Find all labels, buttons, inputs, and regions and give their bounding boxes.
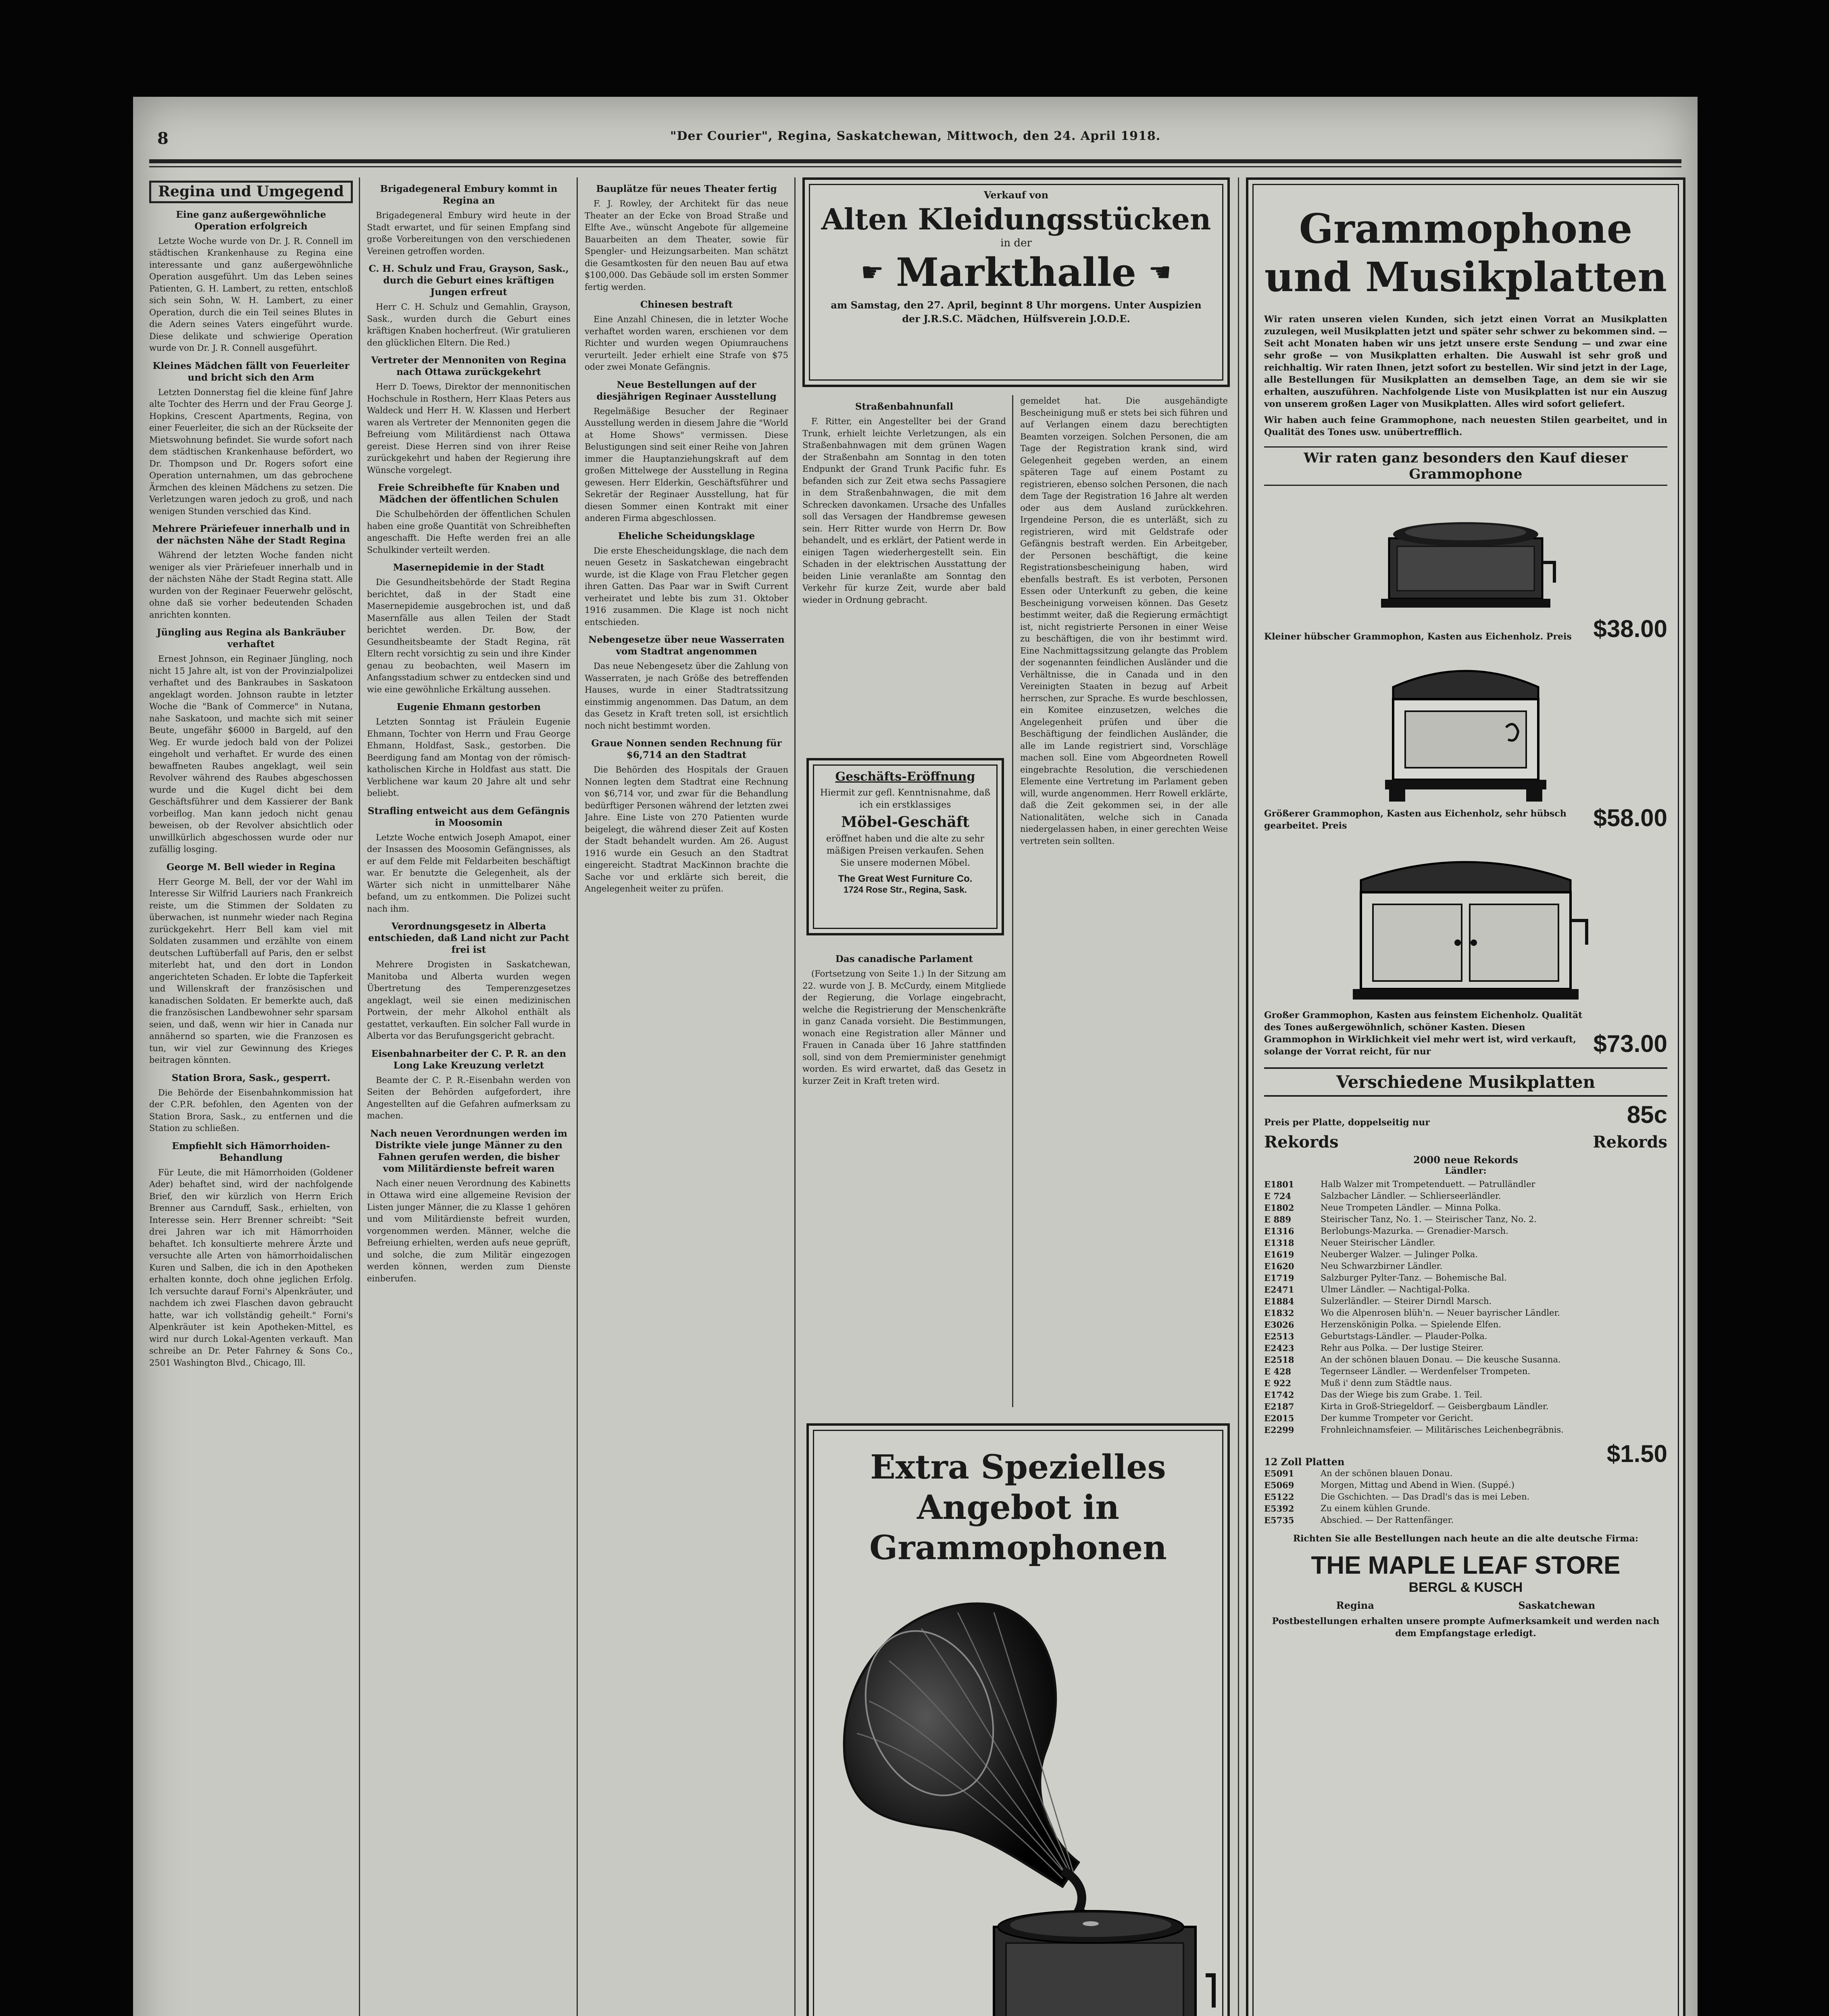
record-title: Das der Wiege bis zum Grabe. 1. Teil. <box>1321 1390 1483 1400</box>
column-5 <box>1020 395 1228 1407</box>
markthalle-kicker: Verkauf von <box>983 189 1049 201</box>
column-2-articles <box>367 183 571 1285</box>
records-title: Grammophone und Musikplatten <box>1264 205 1667 301</box>
record-title: Geburtstags-Ländler. — Plauder-Polka. <box>1321 1331 1487 1341</box>
article-headline: Jüngling aus Regina als Bankräuber verhaftet <box>156 627 346 650</box>
record-title: Frohnleichnamsfeier. — Militärisches Leichenbegräbnis. <box>1321 1425 1564 1435</box>
record-title: Zu einem kühlen Grunde. <box>1321 1504 1431 1513</box>
markthalle-details: am Samstag, den 27. April, beginnt 8 Uhr morgens. Unter Auspizien der J.R.S.C. Mädchen, Hülfsverein J.O.D.E. <box>831 299 1202 325</box>
article-headline: Mehrere Präriefeuer innerhalb und in der nächsten Nähe der Stadt Regina <box>152 523 350 546</box>
article-body: Beamte der C. P. R.-Eisenbahn werden von Seiten der Behörden aufgefordert, ihre Angestellten auf die Gefahren aufmerksam zu machen. <box>367 1075 571 1120</box>
record-row <box>1264 1401 1667 1412</box>
column-4-articles <box>802 401 1006 606</box>
records-banner: Wir raten ganz besonders den Kauf dieser Grammophone <box>1264 446 1667 486</box>
record-row <box>1264 1377 1667 1389</box>
record-row <box>1264 1331 1667 1342</box>
article-body: Letzten Sonntag ist Fräulein Eugenie Ehmann, Tochter von Herrn und Frau George Ehmann, Holdfast, Sask., gestorben. Die Beerdigung fand am Montag von der römisch-katholischen Kirche in Holdfast aus statt. Die Verblichene war kaum 20 Jahre alt und sehr beliebt. <box>367 717 571 798</box>
record-title: Morgen, Mittag und Abend in Wien. (Suppé.) <box>1321 1480 1514 1490</box>
article-body: Ernest Johnson, ein Reginaer Jüngling, noch nicht 15 Jahre alt, ist von der Provinzialpolizei verhaftet und des Bankraubes in Saskatoon angeklagt worden. Johnson raubte in letzter Woche die "Bank of Commerce" in Nutana, nahe Saskatoon, und machte sich mit seiner Beute, ungefähr $6000 in Bargeld, auf den Weg. Er wurde jedoch bald von der Polizei eingeholt und verhaftet. Er wurde des einen bewaffneten Raubes angeklagt, weil sein Revolver während des Raubes abgeschossen wurde und die Kugel dicht bei dem Geschäftsführer und dem Kassierer der Bank vorbeiflog. Man kann jedoch nicht genau beweisen, ob der Revolver absichtlich oder unwillkürlich abgeschossen wurde oder nur zufällig losging. <box>149 654 353 854</box>
markthalle-title: Alten Kleidungsstücken <box>821 202 1211 236</box>
record-number: E5091 <box>1264 1468 1294 1479</box>
article-headline: Eine ganz außergewöhnliche Operation erfolgreich <box>176 209 326 232</box>
moebel-ad-frame <box>813 764 998 929</box>
record-number: E3026 <box>1264 1320 1294 1330</box>
article-body: Letzte Woche entwich Joseph Amapot, einer der Insassen des Moosomin Gefängnisses, als er auf dem Felde mit Feldarbeiten beschäftigt war. Er benutzte die Gelegenheit, als der Wärter sich nicht in unmittelbarer Nähe befand, um zu entkommen. Die Polizei sucht nach ihm. <box>367 832 571 914</box>
record-number: E5069 <box>1264 1480 1294 1490</box>
record-number: E1802 <box>1264 1203 1294 1213</box>
record-title: Die Gschichten. — Das Dradl's das is mei Leben. <box>1321 1492 1530 1502</box>
record-number: E1742 <box>1264 1390 1294 1400</box>
article-headline: Bauplätze für neues Theater fertig <box>596 183 777 194</box>
record-number: E5735 <box>1264 1515 1294 1525</box>
record-row <box>1264 1491 1667 1503</box>
records-sub-banner: Verschiedene Musikplatten <box>1264 1067 1667 1097</box>
column-3-articles <box>585 183 788 895</box>
record-title: Muß i' denn zum Städtle naus. <box>1321 1378 1452 1388</box>
record-title: Ulmer Ländler. — Nachtigal-Polka. <box>1321 1285 1470 1294</box>
column-divider <box>794 177 796 2016</box>
article-body: Mehrere Drogisten in Saskatchewan, Manitoba und Alberta wurden wegen Übertretung des Temperenzgesetzes angeklagt, weil sie einen medizinischen Portwein, der mehr Alkohol enthält als gestattet, verkauften. Ein solcher Fall wurde in Alberta vor das Berufungsgericht gebracht. <box>367 960 571 1041</box>
article-body: Die Behörden des Hospitals der Grauen Nonnen legten dem Stadtrat eine Rechnung von $6,714 vor, und zwar für die Behandlung bedürftiger Personen während der letzten zwei Jahre. Eine Liste von 270 Patienten wurde beigelegt, die während dieser Zeit auf Kosten der Stadt behandelt wurden. Am 26. August 1916 wurde ein Gesuch an den Stadtrat eingereicht. Stadtrat MacKinnon brachte die Sache vor und erklärte sich bereit, die Angelegenheit weiter zu prüfen. <box>585 765 788 893</box>
article-headline: Masernepidemie in der Stadt <box>393 562 545 573</box>
record-row <box>1264 1424 1667 1436</box>
per-plate-label: Preis per Platte, doppelseitig nur <box>1264 1117 1430 1128</box>
record-number: E1801 <box>1264 1179 1294 1189</box>
records-intro: Wir raten unseren vielen Kunden, sich jetzt einen Vorrat an Musikplatten zuzulegen, weil Musikplatten jetzt und später sehr schwer zu bekommen sind. — Seit acht Monaten haben wir uns jetzt unsere erste Sendung — und zwar eine sehr große — von Musikplatten erhalten. Die Auswahl ist sehr groß und reichhaltig. Wir raten Ihnen, jetzt sofort zu bestellen. Wir sind jetzt in der Lage, alle Bestellungen für Musikplatten an demselben Tage, an dem sie wir sie erhalten, auszuführen. Nachfolgende Liste von Musikplatten ist nur ein Auszug von unserem großen Lager von Musikplatten. Alles wird sofort geliefert. <box>1264 314 1667 409</box>
record-row <box>1264 1272 1667 1284</box>
article-body: Herr C. H. Schulz und Gemahlin, Grayson, Sask., wurden durch die Geburt eines kräftigen Knaben hocherfreut. (Wir gratulieren den glücklichen Eltern. Die Red.) <box>367 302 571 348</box>
article-headline: Strafling entweicht aus dem Gefängnis in Moosomin <box>368 805 570 828</box>
record-title: Berlobungs-Mazurka. — Grenadier-Marsch. <box>1321 1226 1508 1236</box>
article-body: (Fortsetzung von Seite 1.) In der Sitzung am 22. wurde von J. B. McCurdy, einem Mitgliede der Regierung, die Vorlage eingebracht, welche die Registrierung der Menschenkräfte in ganz Canada vorsieht. Die Bestimmungen, wonach eine Registration aller Männer und Frauen in Canada über 16 Jahre stattfinden soll, sind von dem Premierminister genehmigt worden. Es wird erwartet, daß das Gesetz in kurzer Zeit in Kraft treten wird. <box>802 969 1006 1086</box>
page-number: 8 <box>157 129 169 148</box>
record-title: Abschied. — Der Rattenfänger. <box>1321 1515 1454 1525</box>
record-number: E1884 <box>1264 1296 1294 1306</box>
article-body: Für Leute, die mit Hämorrhoiden (Goldener Ader) behaftet sind, wird der nachfolgende Brief, den wir kürzlich von Herrn Erich Brenner aus Carnduff, Sask., erhielten, von Interesse sein. Herr Brenner schreibt: "Seit drei Jahren war ich mit Hämorrhoiden behaftet. Ich konsultierte mehrere Ärzte und versuchte alle Arten von hämorrhoidalischen Kuren und Salben, die ich in den Apotheken erhalten konnte, doch ohne jeglichen Erfolg. Ich versuchte darauf Forni's Alpenkräuter, und nachdem ich zwei Flaschen davon gebraucht hatte, war ich vollständig geheilt." Forni's Alpenkräuter ist kein Apotheken-Mittel, es wird nur durch Lokal-Agenten verkauft. Man schreibe an Dr. Peter Fahrney & Sons Co., 2501 Washington Blvd., Chicago, Ill. <box>149 1167 353 1368</box>
record-number: E5392 <box>1264 1504 1294 1514</box>
column-3 <box>585 177 788 2016</box>
record-title: Neu Schwarzbirner Ländler. <box>1321 1261 1443 1271</box>
record-row <box>1264 1412 1667 1424</box>
record-row <box>1264 1295 1667 1307</box>
records-owners: BERGL & KUSCH <box>1408 1580 1523 1595</box>
article-body: Regelmäßige Besucher der Reginaer Ausstellung werden in diesem Jahre die "World at Home Shows" vermissen. Diese Belustigungen sind seit einer Reihe von Jahren immer die Hauptanziehungskraft auf dem großen Mittelwege der Ausstellung in Regina gewesen. Herr Elderkin, Geschäftsführer und Sekretär der Reginaer Ausstellung, hat für diesen Sommer einen Kontrakt mit einer anderen Firma abgeschlossen. <box>585 406 788 523</box>
record-row <box>1264 1366 1667 1377</box>
record-number: E 922 <box>1264 1378 1292 1388</box>
markthalle-name: Markthalle <box>896 249 1136 295</box>
article-body: F. J. Rowley, der Architekt für das neue Theater an der Ecke von Broad Straße und Elfte Ave., wünscht Angebote für allgemeine Bauarbeiten an dem Theater, sowie für Spengler- und Heizungsarbeiten. Man schätzt die Gesamtkosten für den neuen Bau auf etwa $100,000. Das Gebäude soll im ersten Sommer fertig werden. <box>585 199 788 292</box>
record-title: Neuberger Walzer. — Julinger Polka. <box>1321 1250 1478 1259</box>
column-4b-articles <box>802 953 1006 1087</box>
twelve-inch-price: $1.50 <box>1606 1440 1667 1467</box>
record-row <box>1264 1503 1667 1514</box>
grammophon-ad <box>806 1423 1230 2016</box>
record-item-desc: Größerer Grammophon, Kasten aus Eichenholz, sehr hübsch gearbeitet. Preis <box>1264 808 1567 831</box>
column-4b <box>802 948 1006 1415</box>
record-title: Wo die Alpenrosen blüh'n. — Neuer bayrischer Ländler. <box>1321 1308 1560 1318</box>
record-title: Steirischer Tanz, No. 1. — Steirischer Tanz, No. 2. <box>1321 1214 1537 1224</box>
records-city-right: Saskatchewan <box>1518 1599 1596 1611</box>
small-gramophone-illustration <box>1365 494 1567 615</box>
record-row <box>1264 1354 1667 1366</box>
moebel-firm: The Great West Furniture Co. <box>838 873 973 884</box>
record-row <box>1264 1307 1667 1319</box>
record-row <box>1264 1389 1667 1401</box>
records-store: THE MAPLE LEAF STORE <box>1311 1552 1621 1579</box>
markthalle-ad <box>802 177 1230 387</box>
record-row <box>1264 1319 1667 1331</box>
record-row <box>1264 1237 1667 1249</box>
article-headline: Station Brora, Sask., gesperrt. <box>171 1072 331 1083</box>
article-headline: Brigadegeneral Embury kommt in Regina an <box>380 183 558 206</box>
large-gramophone-illustration <box>1325 840 1607 1009</box>
newspaper-page <box>133 97 1698 2016</box>
article-body: Herr D. Toews, Direktor der mennonitischen Hochschule in Rosthern, Herr Klaas Peters aus Waldeck und Herr H. W. Klassen und Herbert waren als Vertreter der Mennoniten gegen die Befreiung vom Militärdienst nach Ottawa gereist. Diese Herren sind von ihrer Reise zurückgekehrt und haben der Regierung ihre Wünsche vorgelegt. <box>367 382 571 475</box>
grammophon-title: Extra Spezielles Angebot in Grammophonen <box>869 1448 1167 1567</box>
article-headline: Das canadische Parlament <box>835 954 973 964</box>
article-body: Brigadegeneral Embury wird heute in der Stadt erwartet, und für seinen Empfang sind große Vorbereitungen von den verschiedenen Vereinen getroffen worden. <box>367 210 571 256</box>
record-item-price: $38.00 <box>1593 615 1667 642</box>
twelve-inch-label: 12 Zoll Platten <box>1264 1456 1345 1468</box>
record-row <box>1264 1342 1667 1354</box>
rekords-right: Rekords <box>1593 1133 1667 1152</box>
column-1-articles <box>149 209 353 1369</box>
column-2 <box>367 177 571 2016</box>
record-number: E1318 <box>1264 1238 1294 1248</box>
medium-gramophone-illustration <box>1361 651 1571 804</box>
record-number: E2471 <box>1264 1285 1294 1295</box>
record-title: Herzenskönigin Polka. — Spielende Elfen. <box>1321 1320 1502 1329</box>
record-title: Tegernseer Ländler. — Werdenfelser Trompeten. <box>1321 1366 1531 1376</box>
record-number: E1619 <box>1264 1250 1294 1260</box>
record-row <box>1264 1479 1667 1491</box>
record-row <box>1264 1214 1667 1225</box>
record-number: E1620 <box>1264 1261 1294 1271</box>
record-number: E5122 <box>1264 1492 1294 1502</box>
record-number: E2299 <box>1264 1425 1294 1435</box>
article-body: Während der letzten Woche fanden nicht weniger als vier Präriefeuer innerhalb und in der nächsten Nähe der Stadt Regina statt. Alle wurden von der Reginaer Feuerwehr gelöscht, ohne daß sie vorher bedeutenden Schaden anrichten konnten. <box>149 550 353 620</box>
records-list-head: 2000 neue Rekords <box>1413 1154 1518 1166</box>
record-number: E2513 <box>1264 1331 1294 1341</box>
record-row <box>1264 1179 1667 1190</box>
article-headline: Freie Schreibhefte für Knaben und Mädchen der öffentlichen Schulen <box>378 482 560 505</box>
markthalle-ad-frame <box>809 184 1223 381</box>
record-number: E 889 <box>1264 1214 1292 1225</box>
records-12-list <box>1264 1468 1667 1526</box>
record-title: Salzburger Pylter-Tanz. — Bohemische Bal. <box>1321 1273 1507 1283</box>
article-headline: Eugenie Ehmann gestorben <box>396 702 541 712</box>
records-order-note: Richten Sie alle Bestellungen nach heute an die alte deutsche Firma: <box>1293 1533 1639 1544</box>
record-row <box>1264 1260 1667 1272</box>
article-headline: Nach neuen Verordnungen werden im Distrikte viele junge Männer zu den Fahnen gerufen werden, die bisher vom Militärdienste befreit waren <box>370 1128 567 1174</box>
column-divider <box>1238 177 1239 2016</box>
top-rule-thin <box>149 166 1681 167</box>
record-title: An der schönen blauen Donau. <box>1321 1468 1453 1478</box>
moebel-body: eröffnet haben und die alte zu sehr mäßigen Preisen verkaufen. Sehen Sie unsere modernen Möbel. <box>826 834 985 868</box>
records-ad <box>1246 177 1685 2016</box>
article-headline: Straßenbahnunfall <box>855 401 954 412</box>
article-headline: Verordnungsgesetz in Alberta entschieden, daß Land nicht zur Pacht frei ist <box>368 921 569 955</box>
records-ad-frame <box>1252 184 1679 2016</box>
record-number: E 428 <box>1264 1366 1292 1377</box>
record-row <box>1264 1468 1667 1479</box>
article-body: Die Behörde der Eisenbahnkommission hat der C.P.R. befohlen, den Agenten von der Station Brora, Sask., zu entfernen und die Station zu schließen. <box>149 1087 353 1133</box>
records-intro2: Wir haben auch feine Grammophone, nach neuesten Stilen gearbeitet, und in Qualität des Tones usw. unübertrefflich. <box>1264 415 1667 437</box>
moebel-title: Geschäfts-Eröffnung <box>835 770 975 784</box>
section-title: Regina und Umgegend <box>149 181 353 203</box>
record-number: E1719 <box>1264 1273 1294 1283</box>
records-footer: Postbestellungen erhalten unsere prompte Aufmerksamkeit und werden nach dem Empfangstage erledigt. <box>1272 1616 1660 1639</box>
article-headline: Nebengesetze über neue Wasserraten vom Stadtrat angenommen <box>588 634 785 657</box>
moebel-address: 1724 Rose Str., Regina, Sask. <box>844 885 967 895</box>
article-body: Das neue Nebengesetz über die Zahlung von Wasserraten, je nach Größe des betreffenden Hauses, wurde in einer Stadtratssitzung einstimmig angenommen. Das Datum, an dem das Gesetz in Kraft treten soll, ist ersichtlich noch nicht bestimmt worden. <box>585 661 788 731</box>
record-title: An der schönen blauen Donau. — Die keusche Susanna. <box>1321 1355 1561 1364</box>
record-row <box>1264 1249 1667 1260</box>
per-plate-price: 85c <box>1627 1101 1667 1128</box>
dateline: "Der Courier", Regina, Saskatchewan, Mittwoch, den 24. April 1918. <box>670 129 1161 143</box>
moebel-highlight: Möbel-Geschäft <box>841 814 969 831</box>
grammophon-ad-frame <box>813 1430 1223 2016</box>
record-title: Der kumme Trompeter vor Gericht. <box>1321 1413 1473 1423</box>
record-number: E1832 <box>1264 1308 1294 1318</box>
masthead <box>157 129 1673 157</box>
records-list <box>1264 1179 1667 1436</box>
article-body: Herr George M. Bell, der vor der Wahl im Interesse Sir Wilfrid Lauriers nach Frankreich reiste, um die Stimmen der Soldaten zu überwachen, ist nunmehr wieder nach Regina zurückgekehrt. Herr Bell kam viel mit Soldaten zusammen und erzählte von einem deutschen Luftüberfall auf Paris, den er selbst miterlebt hat, und den dort in London angerichteten Schaden. Er lobte die Tapferkeit und Willenskraft der französischen und kanadischen Soldaten. Er bemerkte auch, daß die französischen Landbewohner sehr sparsam seien, und daß, wenn wir hier in Canada nur annähernd so sparten, wie die Franzosen es tun, wir viel zur Gewinnung des Krieges beitragen könnten. <box>149 877 353 1065</box>
column-5-text: gemeldet hat. Die ausgehändigte Bescheinigung muß er stets bei sich führen und auf Verlangen einem dazu berechtigten Beamten vorzeigen. Solchen Personen, die am Tage der Registration krank sind, wird Gelegenheit gegeben werden, an einem späteren Tage auf einem Postamt zu registrieren, ebenso solchen Personen, die nach dem Tage der Registration 16 Jahre alt werden oder aus dem Ausland zurückkehren. Irgendeine Person, die es unterläßt, sich zu registrieren, wird mit Geldstrafe oder Gefängnis bestraft werden. Ein Arbeitgeber, der Personen beschäftigt, die keine Registrationsbescheinigung haben, wird ebenfalls bestraft. Es ist verboten, Personen Essen oder Unterkunft zu geben, die keine Bescheinigung vorweisen können. Das Gesetz bestimmt weiter, daß die Regierung ermächtigt ist, nicht registrierte Personen in einer Weise zu beschäftigen, die von ihr bestimmt wird. Eine Nachmittagssitzung gelangte das Problem der sogenannten feindlichen Ausländer und die Verhältnisse, die in Canada und in den Vereinigten Staaten in bezug auf Arbeit herrschen, zur Sprache. Es wurde beschlossen, ein Komitee einzusetzen, welches die Angelegenheit prüfen und über die Beschäftigung der feindlichen Ausländer, die alle im Lande registriert sind, Vorschläge machen soll. Eine vom Abgeordneten Rowell eingebrachte Resolution, die verschiedenen Elemente eine Vertretung im Parlament geben will, wurde angenommen. Herr Rowell erklärte, daß die Zeit gekommen sei, in der alle Nationalitäten, welche sich in Canada niedergelassen haben, in einer gerechten Weise vertreten sein sollten. <box>1020 396 1228 846</box>
article-headline: George M. Bell wieder in Regina <box>166 861 336 873</box>
article-headline: Vertreter der Mennoniten von Regina nach Ottawa zurückgekehrt <box>371 355 567 377</box>
article-body: Nach einer neuen Verordnung des Kabinetts in Ottawa wird eine allgemeine Revision der Listen junger Männer, die zu Klasse 1 gehören und vom Militärdienste befreit wurden, vorgenommen werden. Männer, welche die Befreiung erhielten, werden aufs neue geprüft, und solche, die zum Militär eingezogen werden können, werden zum Dienste einberufen. <box>367 1178 571 1283</box>
record-title: Rehr aus Polka. — Der lustige Steirer. <box>1321 1343 1484 1353</box>
record-number: E 724 <box>1264 1191 1292 1201</box>
gramophone-illustration <box>821 1580 1216 2016</box>
records-list-sub: Ländler: <box>1445 1166 1487 1176</box>
article-headline: Eisenbahnarbeiter der C. P. R. an den Long Lake Kreuzung verletzt <box>371 1048 567 1071</box>
article-body: Eine Anzahl Chinesen, die in letzter Woche verhaftet worden waren, erschienen vor dem Richter und wurden wegen Opiumrauchens verurteilt. Jeder erhielt eine Strafe von $75 oder zwei Monate Gefängnis. <box>585 314 788 372</box>
article-headline: Empfiehlt sich Hämorrhoiden-Behandlung <box>172 1140 330 1163</box>
record-item-price: $58.00 <box>1593 804 1667 831</box>
record-number: E2187 <box>1264 1402 1294 1412</box>
column-divider <box>577 177 578 2016</box>
rekords-left: Rekords <box>1264 1133 1339 1152</box>
article-headline: Eheliche Scheidungsklage <box>618 530 755 541</box>
record-item-desc: Großer Grammophon, Kasten aus feinstem Eichenholz. Qualität des Tones außergewöhnlich, schöner Kasten. Diesen Grammophon in Wirklichkeit viel mehr wert ist, wird verkauft, solange der Vorrat reicht, für nur <box>1264 1010 1583 1057</box>
record-title: Salzbacher Ländler. — Schlierseerländler. <box>1321 1191 1501 1201</box>
article-body: Letzten Donnerstag fiel die kleine fünf Jahre alte Tochter des Herrn und der Frau George J. Hopkins, Crescent Apartments, Regina, von einer Feuerleiter, die sich an der Rückseite der Mietswohnung befindet. Sie wurde sofort nach dem städtischen Krankenhause befördert, wo Dr. Thompson und Dr. Rogers sofort eine Operation unternahmen, um das gebrochene Ärmchen des kleinen Mädchens zu setzen. Die Verletzungen waren jedoch zu groß, und nach wenigen Stunden verschied das Kind. <box>149 387 353 516</box>
article-headline: Graue Nonnen senden Rechnung für $6,714 an den Stadtrat <box>591 738 782 760</box>
record-title: Neue Trompeten Ländler. — Minna Polka. <box>1321 1203 1501 1212</box>
record-number: E2423 <box>1264 1343 1294 1353</box>
article-body: Die Gesundheitsbehörde der Stadt Regina berichtet, daß in der Stadt eine Masernepidemie ausgebrochen ist, und daß Masernfälle aus allen Teilen der Stadt berichtet werden. Dr. Bow, der Gesundheitsbeamte der Stadt Regina, rät Eltern recht vorsichtig zu sein und ihre Kinder genau zu beobachten, weil Masern im Anfangsstadium schwer zu entdecken sind und wie eine gewöhnliche Erkältung aussehen. <box>367 577 571 694</box>
column-1 <box>149 177 353 2016</box>
record-item-desc: Kleiner hübscher Grammophon, Kasten aus Eichenholz. Preis <box>1264 631 1572 642</box>
record-title: Kirta in Groß-Striegeldorf. — Geisbergbaum Ländler. <box>1321 1402 1549 1411</box>
record-row <box>1264 1190 1667 1202</box>
article-headline: Chinesen bestraft <box>640 299 733 310</box>
records-city-left: Regina <box>1336 1599 1374 1611</box>
column-divider <box>359 177 360 2016</box>
pointing-hand-left-icon: ☛ <box>860 257 884 287</box>
record-item-price: $73.00 <box>1593 1030 1667 1057</box>
record-number: E1316 <box>1264 1226 1294 1236</box>
article-body: Letzte Woche wurde von Dr. J. R. Connell im städtischen Krankenhause zu Regina eine interessante und ganz außergewöhnliche Operation ausgeführt. Um das Leben seines Patienten, G. H. Lambert, zu retten, entschloß sich sein Sohn, W. H. Lambert, zu einer Operation, durch die ein Teil seines Blutes in die Adern seines Vaters eingeführt wurde. Diese delikate und schwierige Operation wurde von Dr. J. R. Connell ausgeführt. <box>149 236 353 353</box>
top-rule <box>149 159 1681 163</box>
article-headline: Neue Bestellungen auf der diesjährigen Reginaer Ausstellung <box>596 379 777 402</box>
article-headline: C. H. Schulz und Frau, Grayson, Sask., durch die Geburt eines kräftigen Jungen erfreut <box>369 263 569 298</box>
record-title: Halb Walzer mit Trompetenduett. — Patrulländler <box>1321 1179 1535 1189</box>
record-row <box>1264 1514 1667 1526</box>
record-number: E2518 <box>1264 1355 1294 1365</box>
record-title: Neuer Steirischer Ländler. <box>1321 1238 1435 1248</box>
record-title: Sulzerländler. — Steirer Dirndl Marsch. <box>1321 1296 1492 1306</box>
record-number: E2015 <box>1264 1413 1294 1423</box>
article-headline: Kleines Mädchen fällt von Feuerleiter und bricht sich den Arm <box>152 360 350 383</box>
record-row <box>1264 1202 1667 1214</box>
moebel-sub: Hiermit zur gefl. Kenntnisnahme, daß ich ein erstklassiges <box>820 788 991 810</box>
markthalle-in-der: in der <box>1000 237 1032 249</box>
record-row <box>1264 1284 1667 1295</box>
moebel-ad <box>806 758 1004 935</box>
pointing-hand-right-icon: ☛ <box>1148 257 1172 287</box>
article-body: Die erste Ehescheidungsklage, die nach dem neuen Gesetz in Saskatchewan eingebracht wurde, ist die Klage von Frau Fletcher gegen ihren Gatten. Das Paar war in Swift Current verheiratet und lebte bis zum 31. Oktober 1916 zusammen. Die Klage ist noch nicht entschieden. <box>585 546 788 627</box>
record-row <box>1264 1225 1667 1237</box>
article-body: Die Schulbehörden der öffentlichen Schulen haben eine große Quantität von Schreibheften angeschafft. Die Hefte werden frei an alle Schulkinder verteilt werden. <box>367 509 571 555</box>
article-body: F. Ritter, ein Angestellter bei der Grand Trunk, erhielt leichte Verletzungen, als ein Straßenbahnwagen mit dem grünen Wagen der Straßenbahn am Sonntag in den toten Endpunkt der Grand Trunk Pacific fuhr. Es befanden sich zur Zeit etwa sechs Passagiere in dem Straßenbahnwagen, die mit dem Schrecken davonkamen. Ursache des Unfalles soll das Versagen der Handbremse gewesen sein. Herr Ritter wurde von Herrn Dr. Bow behandelt, und es erklärt, der Patient werde in einigen Tagen wiederhergestellt sein. Ein Schaden in der elektrischen Ausstattung der beiden Linie veranlaßte am Sonntag den Verkehr für kurze Zeit, wurde aber bald wieder in Ordnung gebracht. <box>802 417 1006 605</box>
column-divider <box>1012 395 1013 1407</box>
